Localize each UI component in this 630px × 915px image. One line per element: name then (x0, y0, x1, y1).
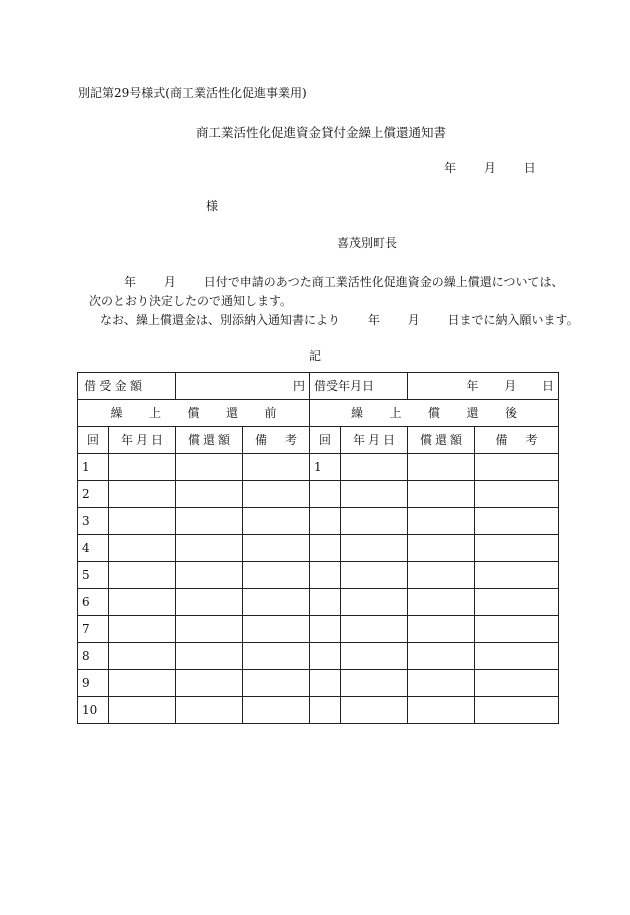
repayment-date-before[interactable] (109, 535, 176, 562)
repayment-rows (78, 454, 559, 724)
repayment-amount-after[interactable] (408, 589, 475, 616)
body-month: 月 (163, 275, 176, 289)
body-line1-text: 日付で申請のあつた商工業活性化促進資金の繰上償還については、 (203, 275, 564, 289)
body-line-2: 次のとおり決定したので通知します。 (89, 294, 293, 308)
repayment-amount-after[interactable] (408, 508, 475, 535)
date-month: 月 (483, 161, 496, 175)
remarks-before[interactable] (243, 535, 310, 562)
repayment-amount-before[interactable] (176, 697, 243, 724)
col-header-count-before: 回 (78, 427, 109, 454)
body-year: 年 (124, 275, 137, 289)
remarks-before[interactable] (243, 508, 310, 535)
row-number-before: 1 (78, 454, 109, 481)
row-number-after: 1 (310, 454, 341, 481)
repayment-amount-after[interactable] (408, 697, 475, 724)
repayment-date-after[interactable] (341, 562, 408, 589)
remarks-after[interactable] (475, 454, 559, 481)
repayment-amount-before[interactable] (176, 562, 243, 589)
remarks-after[interactable] (475, 589, 559, 616)
repayment-amount-before[interactable] (176, 589, 243, 616)
loan-date-label: 借受年月日 (314, 379, 375, 393)
remarks-after[interactable] (475, 643, 559, 670)
row-number-before: 2 (78, 481, 109, 508)
table-row (78, 454, 559, 481)
col-header-remarks-before-text: 備 考 (255, 433, 297, 448)
table-row (78, 616, 559, 643)
repayment-date-before[interactable] (109, 508, 176, 535)
form-label: 別記第29号様式(商工業活性化促進事業用) (78, 86, 307, 100)
table-row (78, 697, 559, 724)
date-day: 日 (523, 161, 536, 175)
col-header-date-after-text: 年 月 日 (353, 433, 395, 448)
loan-date-label-cell (310, 373, 408, 400)
repayment-amount-before[interactable] (176, 508, 243, 535)
loan-amount-value-cell[interactable] (176, 373, 310, 400)
row-number-after (310, 481, 341, 508)
repayment-date-after[interactable] (341, 481, 408, 508)
remarks-before[interactable] (243, 643, 310, 670)
row-number-before: 4 (78, 535, 109, 562)
repayment-amount-after[interactable] (408, 562, 475, 589)
repayment-date-before[interactable] (109, 697, 176, 724)
repayment-date-before[interactable] (109, 562, 176, 589)
repayment-date-after[interactable] (341, 535, 408, 562)
document-title: 商工業活性化促進資金貸付金繰上償還通知書 (196, 125, 447, 140)
table-row (78, 535, 559, 562)
loan-date-year: 年 (466, 379, 479, 393)
row-number-before: 10 (78, 697, 109, 724)
repayment-amount-before[interactable] (176, 535, 243, 562)
table-row (78, 508, 559, 535)
remarks-after[interactable] (475, 508, 559, 535)
row-number-before: 5 (78, 562, 109, 589)
remarks-after[interactable] (475, 670, 559, 697)
remarks-after[interactable] (475, 481, 559, 508)
row-number-before: 7 (78, 616, 109, 643)
repayment-date-after[interactable] (341, 508, 408, 535)
repayment-amount-after[interactable] (408, 454, 475, 481)
yen-unit: 円 (293, 379, 306, 393)
table-row (78, 670, 559, 697)
repayment-amount-after[interactable] (408, 670, 475, 697)
remarks-after[interactable] (475, 562, 559, 589)
remarks-before[interactable] (243, 697, 310, 724)
repayment-date-after[interactable] (341, 670, 408, 697)
date-line (444, 161, 536, 175)
repayment-date-before[interactable] (109, 454, 176, 481)
remarks-before[interactable] (243, 589, 310, 616)
table-row (78, 643, 559, 670)
sender-name: 喜茂別町長 (337, 236, 398, 250)
remarks-after[interactable] (475, 535, 559, 562)
body-line3-month: 月 (407, 313, 420, 327)
repayment-date-before[interactable] (109, 643, 176, 670)
row-number-after (310, 697, 341, 724)
note-heading: 記 (309, 349, 322, 363)
body-line3-year: 年 (367, 313, 380, 327)
date-year: 年 (444, 161, 457, 175)
col-header-amount-before (176, 427, 243, 454)
row-number-after (310, 508, 341, 535)
row-number-after (310, 643, 341, 670)
loan-date-value-cell[interactable] (408, 373, 559, 400)
repayment-date-after[interactable] (341, 589, 408, 616)
repayment-date-before[interactable] (109, 670, 176, 697)
row-number-after (310, 670, 341, 697)
table-row-column-headers (78, 427, 559, 454)
row-number-before: 3 (78, 508, 109, 535)
row-number-before: 6 (78, 589, 109, 616)
repayment-date-before[interactable] (109, 616, 176, 643)
repayment-amount-before[interactable] (176, 616, 243, 643)
before-header-cell (78, 400, 310, 427)
body-line-3 (100, 313, 579, 327)
col-header-remarks-before (243, 427, 310, 454)
col-header-date-before (109, 427, 176, 454)
repayment-table (77, 372, 559, 724)
addressee-suffix: 様 (206, 199, 219, 213)
repayment-amount-before[interactable] (176, 643, 243, 670)
table-row-loan (78, 373, 559, 400)
repayment-amount-after[interactable] (408, 616, 475, 643)
repayment-date-before[interactable] (109, 481, 176, 508)
col-header-amount-before-text: 償 還 額 (188, 433, 230, 448)
repayment-amount-before[interactable] (176, 454, 243, 481)
col-header-count-after: 回 (310, 427, 341, 454)
after-header: 繰 上 償 還 後 (351, 406, 517, 421)
table-row (78, 589, 559, 616)
loan-amount-label: 借 受 金 額 (84, 379, 142, 394)
row-number-before: 9 (78, 670, 109, 697)
col-header-remarks-after-text: 備 考 (495, 433, 538, 448)
remarks-before[interactable] (243, 562, 310, 589)
remarks-before[interactable] (243, 454, 310, 481)
remarks-before[interactable] (243, 481, 310, 508)
col-header-date-after (341, 427, 408, 454)
col-header-amount-after (408, 427, 475, 454)
remarks-before[interactable] (243, 616, 310, 643)
row-number-before: 8 (78, 643, 109, 670)
body-line3-suffix: 日までに納入願います。 (447, 313, 579, 327)
table-row (78, 481, 559, 508)
body-line-1 (124, 275, 563, 289)
repayment-date-after[interactable] (341, 454, 408, 481)
row-number-after (310, 589, 341, 616)
row-number-after (310, 562, 341, 589)
row-number-after (310, 616, 341, 643)
col-header-amount-after-text: 償 還 額 (420, 433, 463, 448)
table-row-section-headers (78, 400, 559, 427)
remarks-after[interactable] (475, 697, 559, 724)
repayment-amount-before[interactable] (176, 481, 243, 508)
repayment-amount-after[interactable] (408, 535, 475, 562)
after-header-cell (310, 400, 559, 427)
repayment-date-before[interactable] (109, 589, 176, 616)
col-header-date-before-text: 年 月 日 (121, 433, 163, 448)
repayment-date-after[interactable] (341, 697, 408, 724)
table-row (78, 562, 559, 589)
before-header: 繰 上 償 還 前 (110, 406, 277, 421)
remarks-before[interactable] (243, 670, 310, 697)
repayment-amount-before[interactable] (176, 670, 243, 697)
loan-date-month: 月 (504, 379, 517, 393)
repayment-amount-after[interactable] (408, 643, 475, 670)
loan-amount-label-cell (78, 373, 176, 400)
col-header-remarks-after (475, 427, 559, 454)
loan-date-day: 日 (542, 379, 555, 393)
row-number-after (310, 535, 341, 562)
remarks-after[interactable] (475, 616, 559, 643)
repayment-date-after[interactable] (341, 643, 408, 670)
repayment-amount-after[interactable] (408, 481, 475, 508)
repayment-date-after[interactable] (341, 616, 408, 643)
body-line3-prefix: なお、繰上償還金は、別添納入通知書により (100, 313, 341, 327)
